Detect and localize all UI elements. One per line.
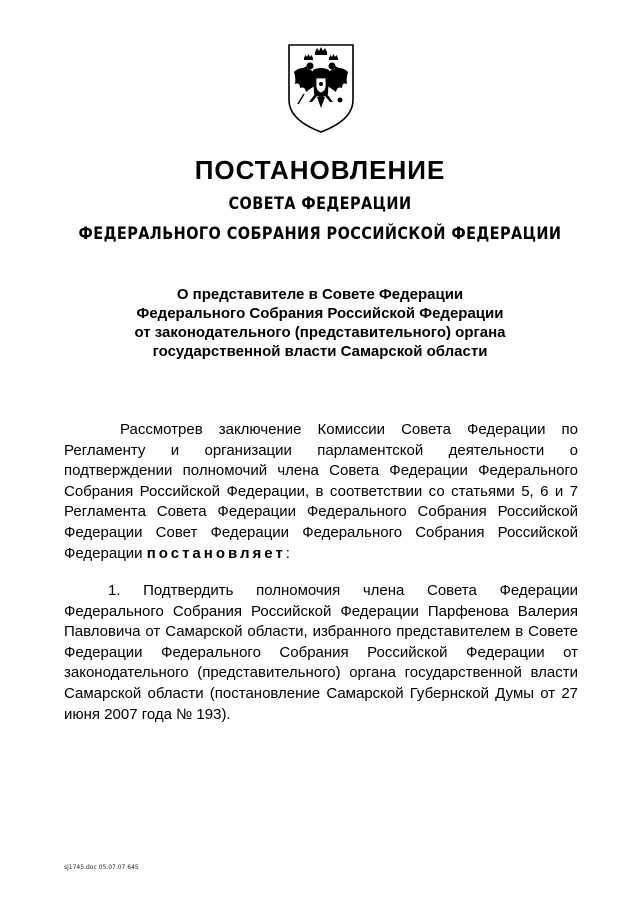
preamble-text: Рассмотрев заключение Комиссии Совета Федерации по Регламенту и организации парламентской деятельности о подтверждении полномочий члена Совета Федерации Федерального Собрания Российской Федерации, в соответствии со статьями 5, 6 и 7 Регламента Совета Федерации Федерального Собрания Российской Федерации Совет Федерации Федерального Собрания Российской Федерации [64, 421, 578, 562]
decree-item-1: 1. Подтвердить полномочия члена Совета Федерации Федерального Собрания Российской Федерации Парфенова Валерия Павловича от Самарской области, избранного представителем в Совете Федерации Федерального Собрания Российской Федерации от законодательного (представительного) органа государственной власти Самарской области (постановление Самарской Губернской Думы от 27 июня 2007 года № 193). [64, 582, 578, 723]
subject-line: от законодательного (представительного) органа [134, 324, 506, 341]
subject-line: О представителе в Совете Федерации [176, 286, 464, 303]
subject-line: государственной власти Самарской области [152, 343, 488, 360]
file-reference: sj1745.doc 05.07.07 645 [64, 864, 139, 871]
issuer-line-2: ФЕДЕРАЛЬНОГО СОБРАНИЯ РОССИЙСКОЙ ФЕДЕРАЦИИ [78, 224, 562, 244]
subject-line: Федерального Собрания Российской Федерации [136, 305, 504, 322]
document-subject [0, 285, 640, 361]
issuer-line-1: СОВЕТА ФЕДЕРАЦИИ [228, 194, 412, 214]
decree-colon: : [285, 544, 290, 562]
preamble-paragraph [64, 420, 578, 564]
document-type-title: ПОСТАНОВЛЕНИЕ [194, 155, 446, 185]
coat-of-arms-icon [286, 42, 356, 134]
decree-word: постановляет [146, 544, 286, 562]
